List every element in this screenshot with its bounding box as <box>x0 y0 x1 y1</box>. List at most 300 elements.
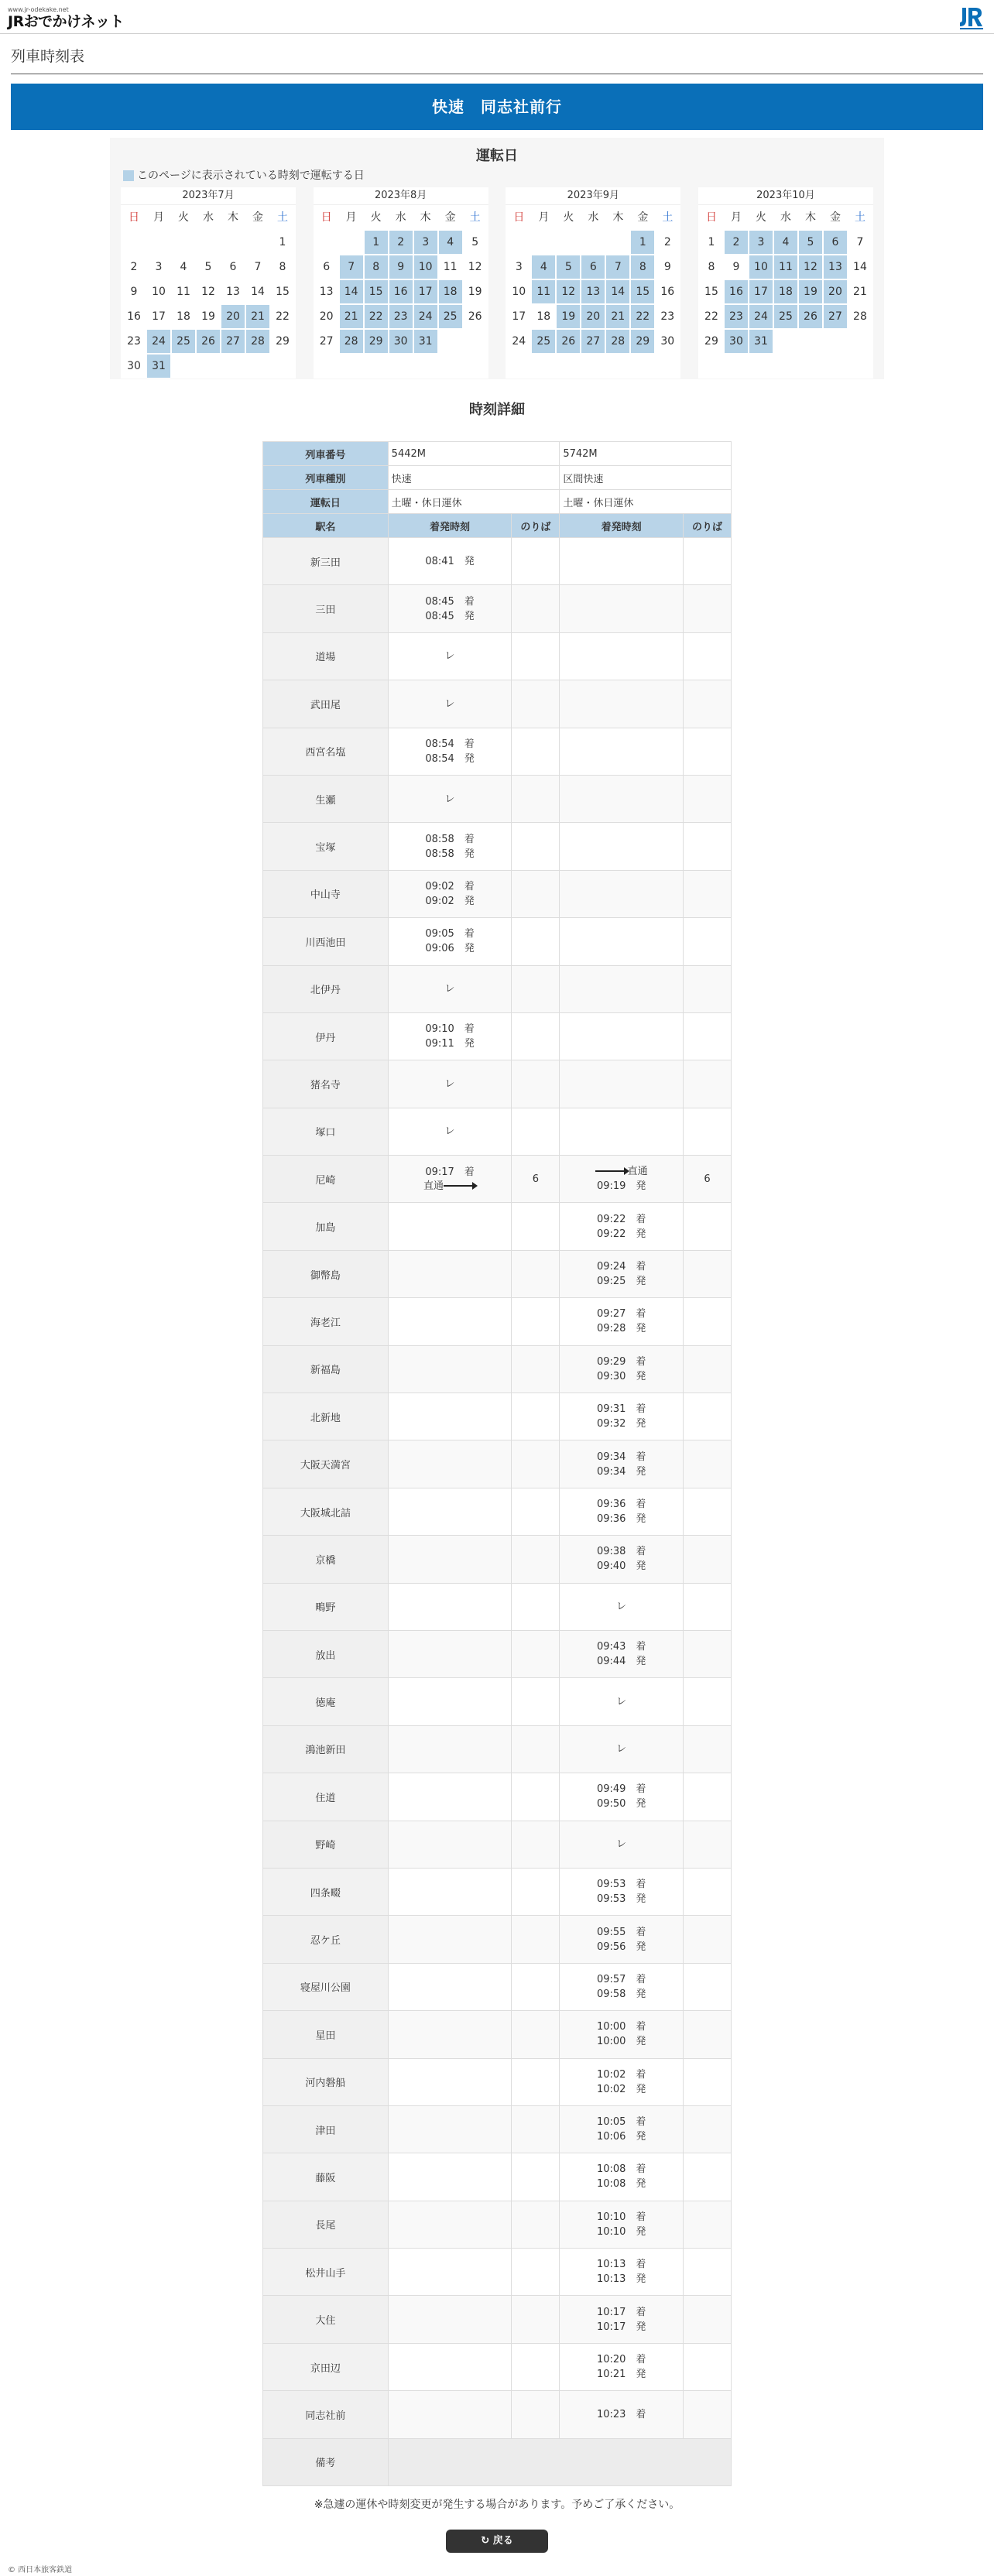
operating-day: 15 <box>364 279 389 304</box>
time-cell <box>388 2201 512 2248</box>
time-entry: 09:29 着 <box>596 1355 646 1368</box>
calendar-day: 4 <box>180 261 187 273</box>
calendar-day: 6 <box>323 261 331 273</box>
station-row <box>263 1345 732 1392</box>
station-row <box>263 2343 732 2390</box>
calendar-blank <box>221 230 245 255</box>
time-cell <box>388 1916 512 1963</box>
time-entry: 10:23 着 <box>596 2408 646 2420</box>
platform-cell <box>684 2011 732 2058</box>
station-name: 四条畷 <box>263 1868 389 1915</box>
station-row <box>263 1060 732 1108</box>
calendar-day: 15 <box>276 286 290 298</box>
weekday-header: 土 <box>469 211 481 224</box>
station-name: 放出 <box>263 1630 389 1677</box>
calendar-day: 2 <box>663 236 671 248</box>
station-row <box>263 1393 732 1440</box>
pass-mark: レ <box>616 1601 627 1613</box>
calendar-day: 3 <box>515 261 523 273</box>
time-cell <box>388 2153 512 2201</box>
through-arrow-icon <box>444 1185 476 1187</box>
time-entry: 10:17 着 <box>596 2306 646 2318</box>
time-entry: 08:45 発 <box>425 610 475 622</box>
station-row <box>263 1012 732 1060</box>
time-cell <box>388 1203 512 1250</box>
calendar-day: 20 <box>319 310 334 323</box>
through-arrow-icon <box>595 1170 628 1172</box>
calendar-day: 1 <box>279 236 286 248</box>
platform-cell <box>684 1536 732 1583</box>
month-title: 2023年9月 <box>506 187 680 205</box>
platform-cell <box>512 680 560 728</box>
platform-cell <box>684 1250 732 1297</box>
station-row <box>263 1725 732 1773</box>
station-name: 藤阪 <box>263 2153 389 2201</box>
time-cell <box>388 1345 512 1392</box>
calendar-blank <box>339 230 364 255</box>
operating-day: 10 <box>749 255 773 279</box>
time-cell <box>388 918 512 965</box>
station-name: 海老江 <box>263 1298 389 1345</box>
time-cell <box>560 2058 684 2105</box>
platform-cell <box>684 1583 732 1630</box>
back-wrap <box>0 2530 994 2553</box>
timetable-body <box>263 442 732 2486</box>
page-title: 列車時刻表 <box>11 48 85 65</box>
calendar-grid <box>121 205 296 379</box>
pass-mark: レ <box>616 1838 627 1851</box>
time-entry: 10:00 着 <box>596 2021 646 2033</box>
time-cell <box>388 2343 512 2390</box>
station-name: 塚口 <box>263 1108 389 1155</box>
weekday-header: 日 <box>320 211 332 224</box>
platform-cell <box>684 2058 732 2105</box>
times-column-header: 着発時刻 <box>388 514 512 538</box>
time-cell <box>560 728 684 775</box>
calendar-day: 22 <box>276 310 290 323</box>
time-cell <box>388 1156 512 1203</box>
calendar-blank <box>556 230 581 255</box>
pass-mark: レ <box>616 1696 627 1708</box>
calendar-blank <box>171 230 196 255</box>
weekday-header: 木 <box>804 211 816 224</box>
platform-cell <box>512 1916 560 1963</box>
station-name: 伊丹 <box>263 1012 389 1060</box>
time-cell <box>560 1821 684 1868</box>
operating-day: 19 <box>556 304 581 329</box>
operating-day: 21 <box>605 304 630 329</box>
time-entry: 09:38 着 <box>596 1546 646 1558</box>
operating-day: 18 <box>773 279 798 304</box>
platform-cell <box>512 632 560 680</box>
time-cell <box>388 1773 512 1821</box>
time-entry: 10:08 発 <box>596 2178 646 2191</box>
time-cell <box>560 585 684 632</box>
operating-day: 6 <box>823 230 848 255</box>
time-cell <box>388 1393 512 1440</box>
time-cell <box>560 1203 684 1250</box>
through-label: 直通 <box>423 1180 444 1192</box>
operating-day: 31 <box>749 329 773 354</box>
station-name: 大住 <box>263 2296 389 2343</box>
calendar-day: 15 <box>704 286 718 298</box>
weekday-header: 水 <box>395 211 406 224</box>
operating-day: 29 <box>364 329 389 354</box>
station-row <box>263 538 732 585</box>
time-entry: 10:08 着 <box>596 2163 646 2176</box>
station-name: 北新地 <box>263 1393 389 1440</box>
operating-day: 14 <box>339 279 364 304</box>
site-logo[interactable] <box>8 6 124 30</box>
calendar-day: 23 <box>660 310 675 323</box>
station-name: 大阪天満宮 <box>263 1440 389 1488</box>
operating-day: 4 <box>531 255 556 279</box>
station-row <box>263 2011 732 2058</box>
station-name: 松井山手 <box>263 2249 389 2296</box>
undo-icon: ↻ <box>481 2534 490 2547</box>
time-entry: 08:54 着 <box>425 738 475 750</box>
operating-day: 27 <box>823 304 848 329</box>
time-entry: 09:36 発 <box>596 1513 646 1525</box>
calendar-day: 14 <box>853 261 867 273</box>
time-entry: 08:54 発 <box>425 752 475 765</box>
time-cell <box>388 1536 512 1583</box>
platform-cell <box>512 2153 560 2201</box>
calendar-blank <box>122 230 146 255</box>
weekday-header: 木 <box>228 211 238 224</box>
operating-day: 13 <box>823 255 848 279</box>
time-cell <box>560 965 684 1012</box>
time-entry: 09:34 着 <box>596 1451 646 1463</box>
legend-text: このページに表示されている時刻で運転する日 <box>137 170 365 182</box>
calendar-day: 12 <box>468 261 482 273</box>
time-cell <box>388 680 512 728</box>
time-cell <box>560 2249 684 2296</box>
platform-cell <box>512 2201 560 2248</box>
pass-mark: レ <box>444 1125 455 1138</box>
time-cell <box>388 1678 512 1725</box>
operating-day: 4 <box>438 230 463 255</box>
station-row <box>263 775 732 822</box>
calendar-day: 21 <box>853 286 867 298</box>
platform-cell <box>684 2153 732 2201</box>
copyright-text: © 西日本旅客鉄道 <box>8 2566 73 2574</box>
platform-cell <box>512 2343 560 2390</box>
station-row <box>263 870 732 917</box>
calendar-day: 24 <box>512 335 526 348</box>
station-row <box>263 918 732 965</box>
time-cell <box>560 1725 684 1773</box>
time-cell <box>560 632 684 680</box>
through-indicator <box>389 1180 512 1194</box>
operating-day: 31 <box>413 329 438 354</box>
pass-mark: レ <box>616 1743 627 1756</box>
operating-day: 21 <box>245 304 270 329</box>
calendar-day: 11 <box>177 286 190 298</box>
platform-cell <box>684 2296 732 2343</box>
weekday-header: 日 <box>513 211 525 224</box>
platform-cell <box>512 1536 560 1583</box>
platform-cell <box>512 2296 560 2343</box>
time-entry: 09:36 着 <box>596 1499 646 1510</box>
weekday-header: 木 <box>420 211 431 224</box>
platform-cell <box>684 775 732 822</box>
weekday-header: 金 <box>252 211 263 224</box>
station-row <box>263 2249 732 2296</box>
calendar-day: 9 <box>663 261 671 273</box>
time-cell <box>560 2105 684 2153</box>
station-row <box>263 823 732 870</box>
station-name: 尼崎 <box>263 1156 389 1203</box>
time-cell <box>560 2011 684 2058</box>
time-cell <box>560 1536 684 1583</box>
operating-day: 11 <box>773 255 798 279</box>
platform-cell: 6 <box>684 1156 732 1203</box>
platform-cell <box>512 965 560 1012</box>
operating-day: 26 <box>798 304 823 329</box>
time-cell <box>560 1298 684 1345</box>
back-button[interactable] <box>446 2530 548 2553</box>
weekday-header: 金 <box>829 211 841 224</box>
logo-text: JRおでかけネット <box>8 13 125 30</box>
operating-day: 24 <box>146 329 171 354</box>
platform-cell <box>684 2105 732 2153</box>
station-row <box>263 1630 732 1677</box>
time-cell <box>560 680 684 728</box>
time-cell <box>560 1012 684 1060</box>
platform-cell <box>684 1345 732 1392</box>
operating-day: 1 <box>630 230 655 255</box>
station-name: 京田辺 <box>263 2343 389 2390</box>
pass-mark: レ <box>444 1077 455 1090</box>
operating-day: 4 <box>773 230 798 255</box>
operating-day: 27 <box>221 329 245 354</box>
operating-day: 5 <box>798 230 823 255</box>
operating-day: 1 <box>364 230 389 255</box>
station-row <box>263 1583 732 1630</box>
time-cell <box>560 1773 684 1821</box>
operating-day: 22 <box>364 304 389 329</box>
time-entry: 09:19 発 <box>596 1180 646 1192</box>
operating-day: 5 <box>556 255 581 279</box>
station-row <box>263 2391 732 2438</box>
platform-cell <box>512 1630 560 1677</box>
info-value-train1: 快速 <box>388 466 560 490</box>
platform-cell <box>512 1108 560 1155</box>
jr-logo-icon[interactable] <box>957 5 986 31</box>
time-entry: 09:10 着 <box>425 1023 475 1036</box>
time-cell <box>388 1630 512 1677</box>
platform-cell <box>684 538 732 585</box>
operating-day: 8 <box>630 255 655 279</box>
platform-cell <box>684 1393 732 1440</box>
time-entry: 09:58 発 <box>596 1988 646 2000</box>
platform-cell <box>512 1345 560 1392</box>
detail-title: 時刻詳細 <box>469 402 525 418</box>
time-cell <box>560 1060 684 1108</box>
time-entry: 09:02 着 <box>425 880 475 892</box>
time-entry: 09:43 着 <box>596 1641 646 1653</box>
operating-day: 6 <box>581 255 605 279</box>
time-entry: 10:02 着 <box>596 2068 646 2081</box>
station-row <box>263 1916 732 1963</box>
time-entry: 10:06 発 <box>596 2131 646 2143</box>
platform-cell <box>512 1393 560 1440</box>
time-cell <box>388 585 512 632</box>
time-cell <box>388 775 512 822</box>
time-cell <box>388 823 512 870</box>
platform-cell <box>684 823 732 870</box>
platform-cell: 6 <box>512 1156 560 1203</box>
remarks-value <box>388 2438 731 2485</box>
back-button-label: 戻る <box>492 2534 513 2547</box>
station-name: 新福島 <box>263 1345 389 1392</box>
calendar-day: 7 <box>856 236 864 248</box>
station-row <box>263 965 732 1012</box>
operating-day: 28 <box>339 329 364 354</box>
weekday-header: 月 <box>345 211 357 224</box>
info-value-train2: 5742M <box>560 442 732 466</box>
time-cell <box>388 1488 512 1535</box>
time-cell <box>560 2153 684 2201</box>
time-cell <box>560 1393 684 1440</box>
time-entry: 09:24 着 <box>596 1261 646 1273</box>
operating-day: 24 <box>413 304 438 329</box>
calendar-month <box>314 187 488 379</box>
platform-cell <box>512 1821 560 1868</box>
platform-cell <box>684 870 732 917</box>
month-title: 2023年7月 <box>121 187 296 205</box>
time-cell <box>560 1440 684 1488</box>
calendar-day: 3 <box>155 261 163 273</box>
station-row <box>263 585 732 632</box>
info-label: 列車種別 <box>263 466 389 490</box>
time-entry: 08:58 着 <box>425 833 475 845</box>
calendar-day: 9 <box>130 286 138 298</box>
station-name: 猪名寺 <box>263 1060 389 1108</box>
times-column-header: 着発時刻 <box>560 514 684 538</box>
station-name: 新三田 <box>263 538 389 585</box>
station-row <box>263 1440 732 1488</box>
time-cell <box>388 1868 512 1915</box>
through-indicator <box>560 1165 683 1179</box>
weekday-header: 土 <box>662 211 674 224</box>
calendar-day: 29 <box>704 335 718 348</box>
time-entry: 10:10 着 <box>596 2211 646 2223</box>
remarks-row <box>263 2438 732 2485</box>
time-entry: 10:21 発 <box>596 2369 646 2381</box>
calendar-blank <box>506 230 531 255</box>
station-name: 住道 <box>263 1773 389 1821</box>
time-entry: 09:28 発 <box>596 1323 646 1335</box>
platform-cell <box>512 1203 560 1250</box>
time-cell <box>388 1298 512 1345</box>
operating-day: 25 <box>531 329 556 354</box>
platform-cell <box>512 1678 560 1725</box>
time-cell <box>388 538 512 585</box>
time-cell <box>388 2105 512 2153</box>
operating-day: 7 <box>605 255 630 279</box>
calendar-day: 10 <box>512 286 526 298</box>
calendar-day: 12 <box>201 286 215 298</box>
info-row <box>263 466 732 490</box>
time-entry: 10:13 発 <box>596 2273 646 2286</box>
platform-cell <box>512 1440 560 1488</box>
platform-column-header: のりば <box>512 514 560 538</box>
calendar-day: 14 <box>251 286 265 298</box>
calendar-title: 運転日 <box>476 148 518 164</box>
time-cell <box>560 775 684 822</box>
platform-cell <box>512 1868 560 1915</box>
remarks-label: 備考 <box>263 2438 389 2485</box>
time-cell <box>560 2296 684 2343</box>
pass-mark: レ <box>444 697 455 710</box>
weekday-header: 月 <box>730 211 742 224</box>
time-entry: 10:13 着 <box>596 2259 646 2271</box>
operating-day: 9 <box>389 255 413 279</box>
platform-cell <box>512 1298 560 1345</box>
station-name: 西宮名塩 <box>263 728 389 775</box>
operating-day: 25 <box>773 304 798 329</box>
operating-day: 18 <box>438 279 463 304</box>
platform-cell <box>512 2105 560 2153</box>
time-cell <box>560 1345 684 1392</box>
time-entry: 09:31 着 <box>596 1403 646 1416</box>
operating-day: 2 <box>389 230 413 255</box>
calendar-blank <box>245 230 270 255</box>
calendar-day: 8 <box>279 261 286 273</box>
weekday-header: 木 <box>612 211 624 224</box>
platform-cell <box>684 1630 732 1677</box>
platform-cell <box>512 823 560 870</box>
info-value-train2: 区間快速 <box>560 466 732 490</box>
station-column-header: 駅名 <box>263 514 389 538</box>
time-entry: 09:06 発 <box>425 943 475 955</box>
calendar-blank <box>314 230 339 255</box>
logo-url-text: www.jr-odekake.net <box>8 6 69 13</box>
operating-day: 3 <box>749 230 773 255</box>
platform-cell <box>512 2011 560 2058</box>
page-title-row <box>11 45 983 74</box>
time-cell <box>388 870 512 917</box>
station-name: 宝塚 <box>263 823 389 870</box>
weekday-header: 土 <box>277 211 288 224</box>
time-entry: 09:25 発 <box>596 1276 646 1288</box>
calendar-day: 16 <box>660 286 675 298</box>
calendar-grid <box>314 205 488 354</box>
station-name: 生瀬 <box>263 775 389 822</box>
station-row <box>263 2153 732 2201</box>
time-entry: 09:57 着 <box>596 1973 646 1985</box>
station-row <box>263 728 732 775</box>
platform-cell <box>684 585 732 632</box>
time-cell <box>560 1916 684 1963</box>
calendar-day: 18 <box>177 310 190 323</box>
time-entry: 09:55 着 <box>596 1926 646 1938</box>
legend-swatch <box>123 170 134 181</box>
platform-cell <box>684 1203 732 1250</box>
platform-cell <box>512 870 560 917</box>
station-row <box>263 1536 732 1583</box>
info-row <box>263 490 732 514</box>
time-cell <box>388 1108 512 1155</box>
pass-mark: レ <box>444 983 455 995</box>
calendar-day: 17 <box>512 310 526 323</box>
calendar-day: 13 <box>319 286 334 298</box>
time-entry: 09:53 着 <box>596 1879 646 1891</box>
platform-cell <box>512 2391 560 2438</box>
weekday-header: 水 <box>203 211 214 224</box>
